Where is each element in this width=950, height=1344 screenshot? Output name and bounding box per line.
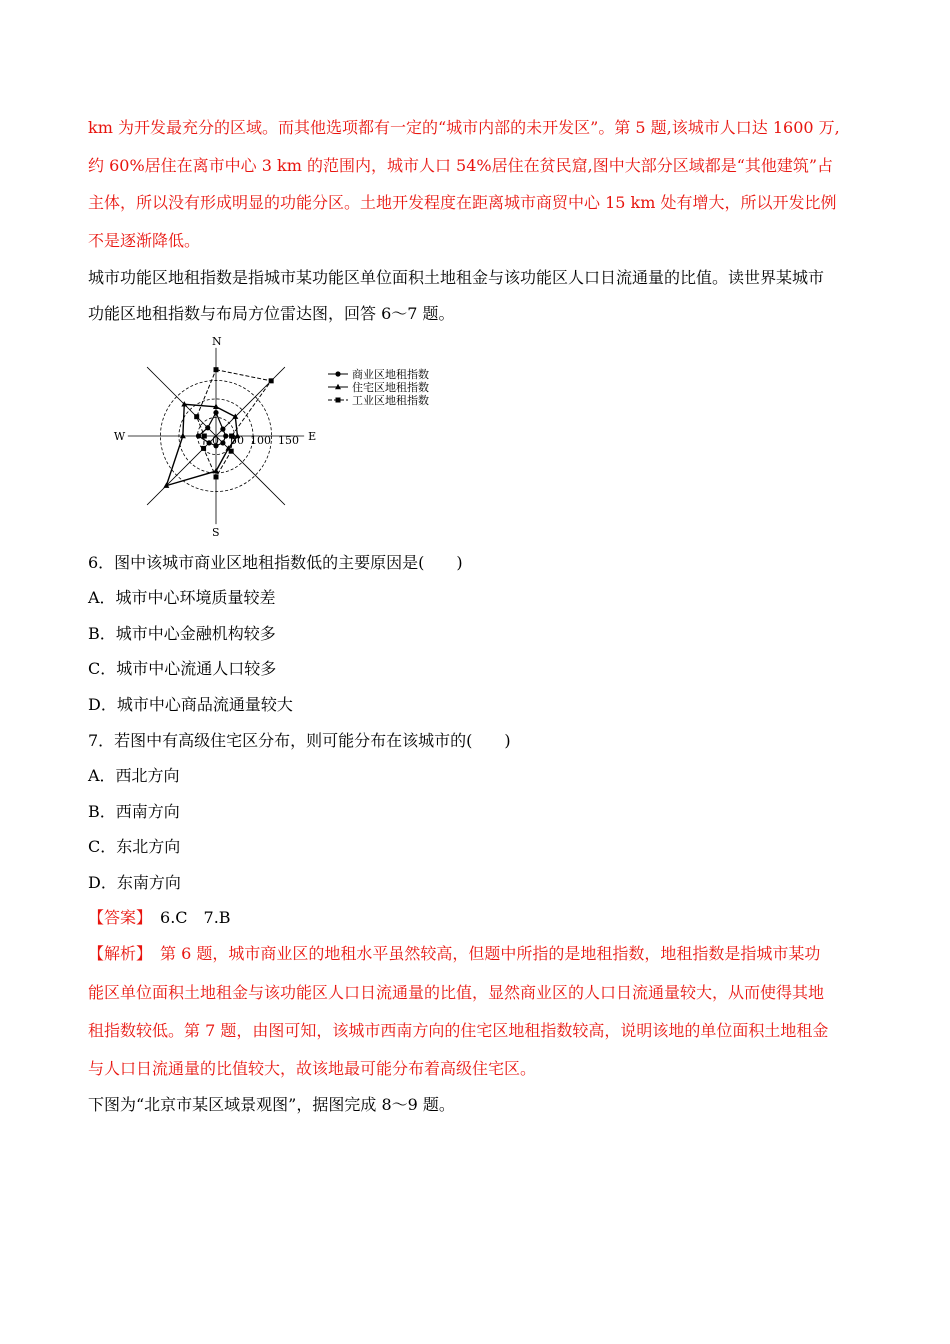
data-point (335, 371, 340, 376)
question-7-option-d: D．东南方向 (88, 873, 181, 892)
data-point (201, 446, 206, 451)
question-6-option-b: B．城市中心金融机构较多 (88, 624, 276, 643)
direction-label-w: W (113, 430, 126, 443)
analysis-line: 能区单位面积土地租金与该功能区人口日流通量的比值，显然商业区的人口日流通量较大，从而使得其地 (88, 983, 825, 1002)
data-point (223, 433, 228, 438)
tick-label: 0 (212, 434, 219, 447)
intro-line: 功能区地租指数与布局方位雷达图，回答 6～7 题。 (88, 304, 455, 323)
legend-label: 工业区地租指数 (352, 394, 429, 407)
data-point (269, 378, 274, 383)
question-6-option-a: A．城市中心环境质量较差 (88, 588, 276, 607)
analysis-line: 与人口日流通量的比值较大，故该地最可能分布着高级住宅区。 (88, 1059, 537, 1078)
direction-label-n: N (212, 334, 222, 348)
explanation-line: 约 60%居住在离市中心 3 km 的范围内，城市人口 54%居住在贫民窟,图中大部分区域都是“其他建筑”占 (88, 156, 834, 175)
radar-chart (96, 334, 466, 540)
question-7-option-a: A．西北方向 (88, 766, 180, 785)
legend-label: 商业区地租指数 (352, 368, 429, 381)
question-6-stem: 6．图中该城市商业区地租指数低的主要原因是( ) (88, 553, 463, 572)
question-7-option-b: B．西南方向 (88, 802, 180, 821)
data-point (180, 433, 186, 438)
tick-label: 150 (278, 434, 299, 447)
explanation-line: 不是逐渐降低。 (88, 231, 201, 250)
data-point (194, 414, 199, 419)
analysis-text: 第 6 题，城市商业区的地租水平虽然较高，但题中所指的是地租指数，地租指数是指城市某功 (144, 944, 821, 963)
analysis-line (88, 944, 820, 964)
data-point (214, 474, 219, 479)
explanation-line: km 为开发最充分的区域。而其他选项都有一定的“城市内部的未开发区”。第 5 题,该城市人口达 1600 万, (88, 118, 840, 137)
question-7-stem: 7．若图中有高级住宅区分布，则可能分布在该城市的( ) (88, 731, 511, 750)
direction-label-e: E (308, 430, 317, 443)
data-point (220, 440, 225, 445)
intro-8-9: 下图为“北京市某区域景观图”，据图完成 8～9 题。 (88, 1095, 455, 1114)
data-point (213, 410, 218, 415)
question-6-option-c: C．城市中心流通人口较多 (88, 659, 277, 678)
legend-label: 住宅区地租指数 (352, 381, 429, 394)
analysis-line: 租指数较低。第 7 题，由图可知，该城市西南方向的住宅区地租指数较高，说明该地的单位面积土地租金 (88, 1021, 829, 1040)
data-point (196, 433, 201, 438)
data-point (336, 398, 341, 403)
question-6-option-d: D．城市中心商品流通量较大 (88, 695, 293, 714)
intro-line: 城市功能区地租指数是指城市某功能区单位面积土地租金与该功能区人口日流通量的比值。读世界某城市 (88, 268, 825, 287)
answer-text: 6.C 7.B (144, 908, 231, 927)
tick-label: 100 (250, 434, 271, 447)
explanation-line: 主体，所以没有形成明显的功能分区。土地开发程度在距离城市商贸中心 15 km 处有增大，所以开发比例 (88, 193, 837, 212)
question-7-option-c: C．东北方向 (88, 837, 181, 856)
series-line (166, 404, 237, 485)
data-point (229, 449, 234, 454)
data-point (205, 425, 210, 430)
data-point (202, 434, 207, 439)
series-line (197, 370, 271, 477)
tick-label: 50 (230, 434, 244, 447)
data-point (214, 367, 219, 372)
analysis-label: 【解析】 (88, 944, 145, 963)
data-point (207, 440, 212, 445)
answer-line (88, 908, 231, 928)
answer-label: 【答案】 (88, 908, 145, 927)
data-point (220, 427, 225, 432)
direction-label-s: S (212, 526, 220, 540)
